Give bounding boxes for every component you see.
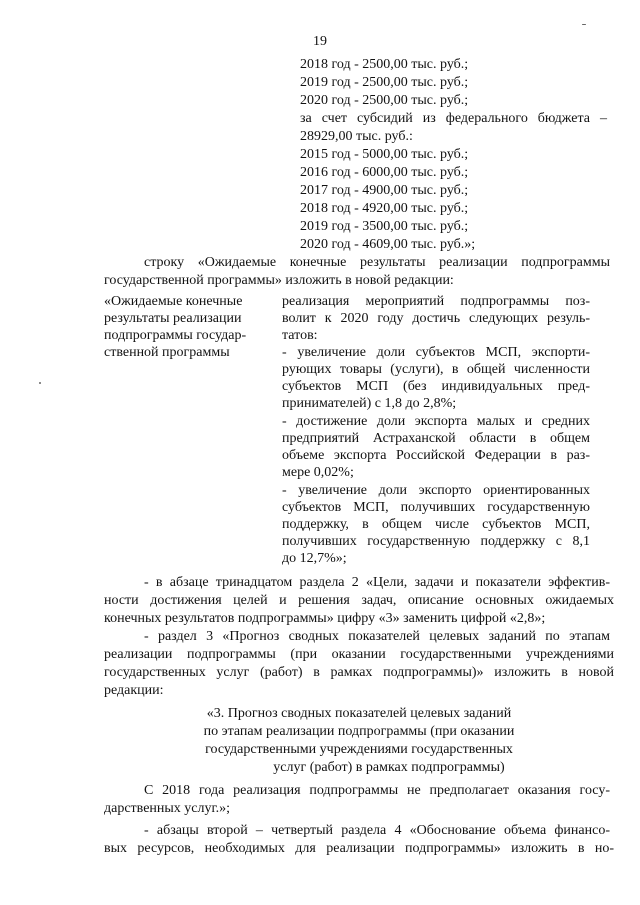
text-line: 2018 год - 4920,00 тыс. руб.;	[300, 201, 469, 216]
table-right-line: объеме экспорта Российской Федерации в раз-	[282, 448, 590, 463]
table-right-line: татов:	[282, 328, 318, 343]
text-line: - абзацы второй – четвертый раздела 4 «Обоснование объема финансо-	[144, 823, 610, 838]
text-line: - в абзаце тринадцатом раздела 2 «Цели, задачи и показатели эффектив-	[144, 575, 610, 590]
text-line: ности достижения целей и решения задач, описание основных ожидаемых	[104, 593, 614, 608]
text-line: - раздел 3 «Прогноз сводных показателей целевых заданий по этапам	[144, 629, 610, 644]
table-right-line: волит к 2020 году достичь следующих резуль-	[282, 311, 590, 326]
table-right-line: получивших государственную поддержку с 8,1	[282, 534, 590, 549]
table-left-line: результаты реализации	[104, 311, 242, 326]
scan-speck	[582, 24, 586, 25]
text-line: вых ресурсов, необходимых для реализации подпрограммы» изложить в но-	[104, 841, 614, 856]
text-line: государственной программы» изложить в новой редакции:	[104, 273, 454, 288]
text-line: 28929,00 тыс. руб.:	[300, 129, 413, 144]
text-line: С 2018 года реализация подпрограммы не предполагает оказания госу-	[144, 783, 610, 798]
table-right-line: рующих товары (услуги), в общей численности	[282, 362, 590, 377]
table-right-line: до 12,7%»;	[282, 551, 347, 566]
table-right-line: - достижение доли экспорта малых и средних	[282, 414, 590, 429]
table-right-line: субъектов МСП, получивших государственную	[282, 500, 590, 515]
table-left-line: «Ожидаемые конечные	[104, 294, 243, 309]
page-number: 19	[313, 34, 327, 49]
table-right-line: мере 0,02%;	[282, 465, 354, 480]
text-line: 2020 год - 2500,00 тыс. руб.;	[300, 93, 469, 108]
table-right-line: принимателей) с 1,8 до 2,8%;	[282, 396, 457, 411]
text-line: 2016 год - 6000,00 тыс. руб.;	[300, 165, 469, 180]
table-right-line: поддержку, в общем числе субъектов МСП,	[282, 517, 590, 532]
section-heading-line: государственными учреждениями государственных	[205, 742, 513, 757]
table-right-line: реализация мероприятий подпрограммы поз-	[282, 294, 590, 309]
table-right-line: - увеличение доли экспорто ориентированных	[282, 483, 590, 498]
text-line: 2020 год - 4609,00 тыс. руб.»;	[300, 237, 476, 252]
table-right-line: - увеличение доли субъектов МСП, экспорти-	[282, 345, 590, 360]
text-line: 2018 год - 2500,00 тыс. руб.;	[300, 57, 469, 72]
text-line: государственных услуг (работ) в рамках подпрограммы)» изложить в новой	[104, 665, 614, 680]
text-line: 2019 год - 3500,00 тыс. руб.;	[300, 219, 469, 234]
text-line: реализации подпрограммы (при оказании государственными учреждениями	[104, 647, 614, 662]
table-left-line: подпрограммы государ-	[104, 328, 247, 343]
text-line: 2017 год - 4900,00 тыс. руб.;	[300, 183, 469, 198]
text-line: дарственных услуг.»;	[104, 801, 231, 816]
text-line: за счет субсидий из федерального бюджета –	[300, 111, 607, 126]
section-heading-line: по этапам реализации подпрограммы (при оказании	[203, 724, 515, 739]
section-heading-line: услуг (работ) в рамках подпрограммы)	[273, 760, 505, 775]
text-line: 2015 год - 5000,00 тыс. руб.;	[300, 147, 469, 162]
text-line: 2019 год - 2500,00 тыс. руб.;	[300, 75, 469, 90]
text-line: строку «Ожидаемые конечные результаты реализации подпрограммы	[144, 255, 610, 270]
section-heading-line: «3. Прогноз сводных показателей целевых заданий	[206, 706, 512, 721]
table-right-line: субъектов МСП (без индивидуальных пред-	[282, 379, 590, 394]
text-line: конечных результатов подпрограммы» цифру «3» заменить цифрой «2,8»;	[104, 611, 546, 626]
table-left-line: ственной программы	[104, 345, 230, 360]
text-line: редакции:	[104, 683, 164, 698]
scan-speck	[39, 382, 41, 384]
table-right-line: предприятий Астраханской области в общем	[282, 431, 590, 446]
